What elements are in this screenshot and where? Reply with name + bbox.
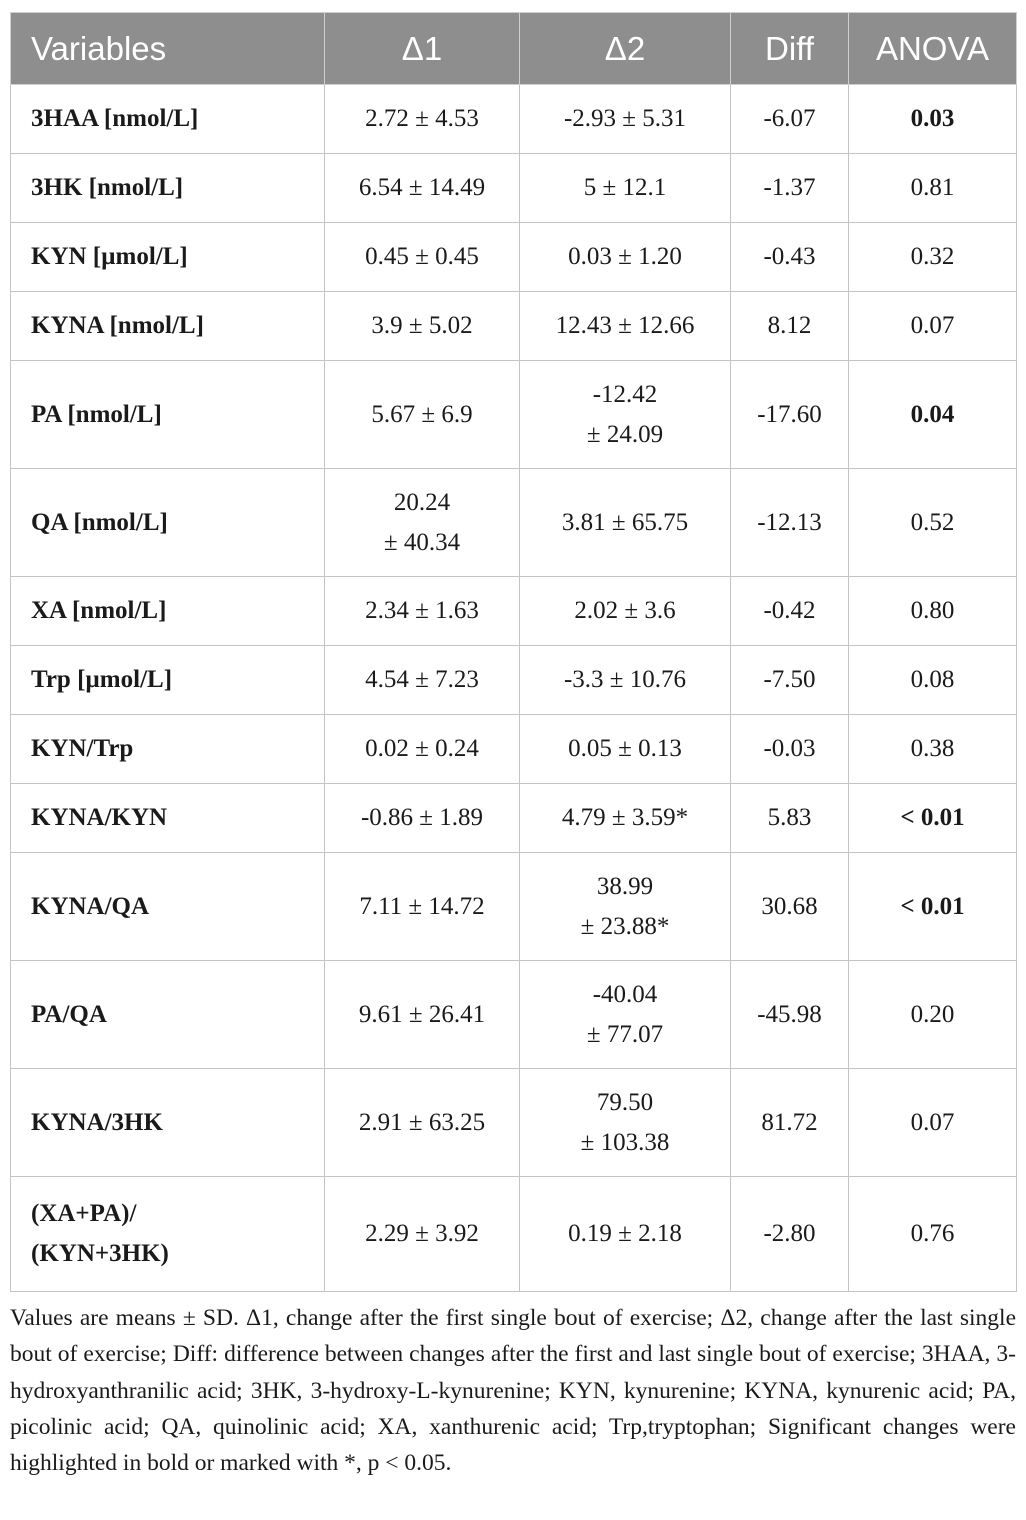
header-anova: ANOVA (849, 13, 1017, 85)
delta2-cell (520, 361, 731, 469)
table-row (11, 853, 1017, 961)
table-row (11, 784, 1017, 853)
header-delta2: Δ2 (520, 13, 731, 85)
diff-cell: -1.37 (731, 154, 849, 223)
diff-cell: -0.03 (731, 715, 849, 784)
delta2-cell (520, 1069, 731, 1177)
delta1-cell (325, 469, 520, 577)
diff-cell: 30.68 (731, 853, 849, 961)
variable-cell: XA [nmol/L] (11, 577, 325, 646)
delta1-cell: 3.9 ± 5.02 (325, 292, 520, 361)
delta2-cell: 0.03 ± 1.20 (520, 223, 731, 292)
delta1-cell: 7.11 ± 14.72 (325, 853, 520, 961)
delta1-cell: 4.54 ± 7.23 (325, 646, 520, 715)
diff-cell: -0.43 (731, 223, 849, 292)
anova-cell: 0.04 (849, 361, 1017, 469)
delta1-cell: 9.61 ± 26.41 (325, 961, 520, 1069)
delta2-cell: 0.19 ± 2.18 (520, 1177, 731, 1292)
anova-cell: 0.32 (849, 223, 1017, 292)
delta1-cell: 6.54 ± 14.49 (325, 154, 520, 223)
table-row (11, 223, 1017, 292)
table-row (11, 646, 1017, 715)
cell-line: (KYN+3HK) (31, 1240, 169, 1267)
variable-cell: 3HAA [nmol/L] (11, 85, 325, 154)
anova-cell: 0.03 (849, 85, 1017, 154)
delta1-cell: -0.86 ± 1.89 (325, 784, 520, 853)
delta1-cell: 2.29 ± 3.92 (325, 1177, 520, 1292)
table-row (11, 361, 1017, 469)
diff-cell: -6.07 (731, 85, 849, 154)
variable-cell: PA/QA (11, 961, 325, 1069)
delta1-cell: 0.45 ± 0.45 (325, 223, 520, 292)
variable-cell: KYNA/QA (11, 853, 325, 961)
delta2-cell: 12.43 ± 12.66 (520, 292, 731, 361)
variable-cell: QA [nmol/L] (11, 469, 325, 577)
anova-cell: 0.07 (849, 1069, 1017, 1177)
cell-line: -40.04 (592, 980, 658, 1008)
delta2-cell (520, 961, 731, 1069)
cell-line: ± 77.07 (586, 1020, 664, 1048)
cell-line: ± 23.88* (580, 912, 670, 940)
variable-cell: KYNA/3HK (11, 1069, 325, 1177)
cell-line: 38.99 (596, 872, 654, 900)
header-delta1: Δ1 (325, 13, 520, 85)
diff-cell: 81.72 (731, 1069, 849, 1177)
anova-cell: 0.07 (849, 292, 1017, 361)
delta1-cell: 0.02 ± 0.24 (325, 715, 520, 784)
table-footnote: Values are means ± SD. Δ1, change after the first single bout of exercise; Δ2, change after the last single bout of exercise; Diff: difference between changes after the first and last single bout of exercise; 3HAA, 3-hydroxyanthranilic acid; 3HK, 3-hydroxy-L-kynurenine; KYN, kynurenine; KYNA, kynurenic acid; PA, picolinic acid; QA, quinolinic acid; XA, xanthurenic acid; Trp,tryptophan; Significant changes were highlighted in bold or marked with *, p < 0.05. (10, 1305, 1016, 1477)
delta1-cell: 5.67 ± 6.9 (325, 361, 520, 469)
delta2-cell: -2.93 ± 5.31 (520, 85, 731, 154)
cell-line: -12.42 (592, 380, 658, 408)
cell-line: (XA+PA)/ (31, 1200, 137, 1227)
variable-cell: KYNA/KYN (11, 784, 325, 853)
anova-cell: < 0.01 (849, 784, 1017, 853)
header-variables: Variables (11, 13, 325, 85)
table-header-row (11, 13, 1017, 85)
table-row (11, 292, 1017, 361)
table-row (11, 577, 1017, 646)
variable-cell (11, 1177, 325, 1292)
diff-cell: -12.13 (731, 469, 849, 577)
table-row (11, 1177, 1017, 1292)
delta1-cell: 2.34 ± 1.63 (325, 577, 520, 646)
delta2-cell: 3.81 ± 65.75 (520, 469, 731, 577)
anova-cell: 0.52 (849, 469, 1017, 577)
results-table-container (10, 12, 1016, 1292)
delta1-cell: 2.72 ± 4.53 (325, 85, 520, 154)
diff-cell: 5.83 (731, 784, 849, 853)
diff-cell: 8.12 (731, 292, 849, 361)
diff-cell: -2.80 (731, 1177, 849, 1292)
table-row (11, 469, 1017, 577)
variable-cell: KYN [µmol/L] (11, 223, 325, 292)
variable-cell: PA [nmol/L] (11, 361, 325, 469)
anova-cell: 0.38 (849, 715, 1017, 784)
delta2-cell: 5 ± 12.1 (520, 154, 731, 223)
table-row (11, 715, 1017, 784)
variable-cell: KYN/Trp (11, 715, 325, 784)
table-row (11, 961, 1017, 1069)
delta2-cell: 2.02 ± 3.6 (520, 577, 731, 646)
table-row (11, 85, 1017, 154)
delta2-cell: -3.3 ± 10.76 (520, 646, 731, 715)
results-table (10, 12, 1017, 1292)
anova-cell: 0.20 (849, 961, 1017, 1069)
diff-cell: -45.98 (731, 961, 849, 1069)
cell-line: 20.24 (393, 488, 451, 516)
variable-cell: 3HK [nmol/L] (11, 154, 325, 223)
variable-cell: Trp [µmol/L] (11, 646, 325, 715)
delta2-cell (520, 853, 731, 961)
variable-cell: KYNA [nmol/L] (11, 292, 325, 361)
table-row (11, 154, 1017, 223)
diff-cell: -17.60 (731, 361, 849, 469)
delta2-cell: 0.05 ± 0.13 (520, 715, 731, 784)
table-row (11, 1069, 1017, 1177)
anova-cell: 0.08 (849, 646, 1017, 715)
table-body (11, 85, 1017, 1292)
anova-cell: 0.80 (849, 577, 1017, 646)
header-diff: Diff (731, 13, 849, 85)
anova-cell: 0.76 (849, 1177, 1017, 1292)
cell-line: ± 24.09 (586, 420, 664, 448)
anova-cell: 0.81 (849, 154, 1017, 223)
anova-cell: < 0.01 (849, 853, 1017, 961)
delta1-cell: 2.91 ± 63.25 (325, 1069, 520, 1177)
cell-line: ± 103.38 (580, 1128, 670, 1156)
diff-cell: -7.50 (731, 646, 849, 715)
diff-cell: -0.42 (731, 577, 849, 646)
cell-line: ± 40.34 (383, 528, 461, 556)
cell-line: 79.50 (596, 1088, 654, 1116)
delta2-cell: 4.79 ± 3.59* (520, 784, 731, 853)
